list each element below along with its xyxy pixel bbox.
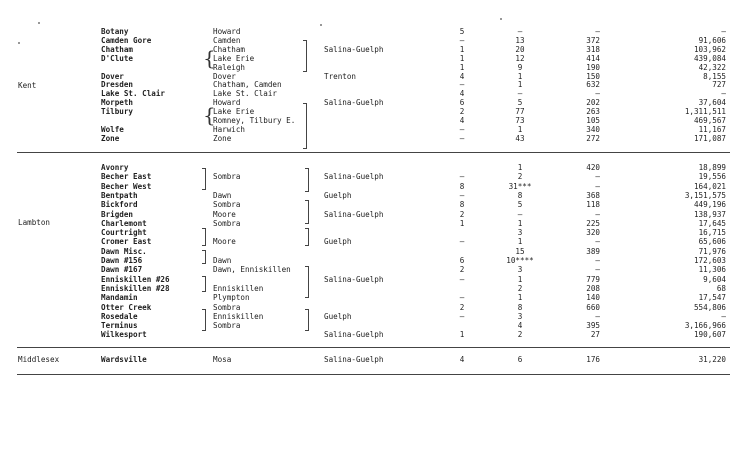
field-name: Cromer East: [101, 237, 152, 247]
value-b: 2: [517, 283, 523, 293]
field-name: Becher West: [101, 181, 152, 191]
value-a: –: [459, 35, 465, 45]
section-divider: [17, 374, 730, 375]
value-b: 3: [517, 265, 523, 275]
value-d: 9,604: [703, 274, 726, 284]
table-row: [0, 211, 753, 219]
table-row: [0, 356, 753, 364]
value-a: –: [459, 190, 465, 200]
value-c: 420: [586, 163, 600, 172]
township-name: Lake Erie: [213, 53, 255, 63]
value-c: –: [595, 265, 600, 275]
formation-name: Salina-Guelph: [324, 98, 384, 108]
field-name: Bentpath: [101, 190, 138, 200]
value-c: 632: [586, 80, 600, 90]
value-b: 1: [517, 237, 523, 247]
value-a: –: [459, 274, 465, 284]
county-label-middlesex: Middlesex: [18, 355, 60, 364]
field-name: Lake St. Clair: [101, 89, 166, 99]
value-a: –: [459, 293, 465, 303]
value-c: 368: [586, 190, 600, 200]
township-name: Lake Erie: [213, 107, 255, 117]
scan-speck: [18, 42, 20, 44]
township-name: Dawn, Enniskillen: [213, 265, 291, 275]
table-row: [0, 55, 753, 63]
county-label-lambton: Lambton: [18, 218, 51, 227]
value-b: 1: [517, 163, 523, 172]
table-row: [0, 117, 753, 125]
value-a: –: [459, 311, 465, 321]
value-c: 150: [586, 71, 600, 81]
value-a: –: [459, 80, 465, 90]
value-a: 6: [459, 256, 465, 265]
value-c: 389: [586, 246, 600, 256]
township-name: Chatham, Camden: [213, 80, 282, 90]
value-d: 18,899: [698, 163, 726, 172]
value-a: 1: [459, 53, 465, 63]
value-a: 4: [459, 116, 465, 125]
field-name: Bickford: [101, 200, 138, 210]
value-d: 65,606: [698, 237, 726, 247]
value-a: 5: [459, 27, 465, 36]
value-a: –: [459, 172, 465, 182]
field-name: Chatham: [101, 44, 134, 54]
bracket-mark: [305, 200, 309, 224]
field-name: Dawn Misc.: [101, 246, 147, 256]
township-name: Zone: [213, 133, 232, 143]
table-row: [0, 322, 753, 330]
value-c: 118: [586, 200, 600, 210]
field-name: Camden Gore: [101, 35, 152, 45]
table-row: [0, 73, 753, 81]
field-name: Wolfe: [101, 124, 124, 134]
value-c: 779: [586, 274, 600, 284]
table-row: [0, 294, 753, 302]
value-d: 16,715: [698, 228, 726, 238]
bracket-mark: [202, 228, 206, 246]
value-a: 1: [459, 218, 465, 228]
value-b: 31***: [508, 181, 532, 191]
value-a: 2: [459, 302, 465, 312]
field-name: Charlemont: [101, 218, 147, 228]
township-name: Sombra: [213, 321, 241, 331]
bracket-mark: [305, 168, 309, 192]
value-c: 225: [586, 218, 600, 228]
formation-name: Guelph: [324, 190, 352, 200]
value-b: 1: [517, 80, 523, 90]
township-name: Moore: [213, 209, 236, 219]
value-c: 140: [586, 293, 600, 303]
value-a: 8: [459, 181, 465, 191]
township-name: Lake St. Clair: [213, 89, 278, 99]
value-a: 1: [459, 330, 465, 340]
value-b: 20: [515, 44, 525, 54]
table-row: [0, 64, 753, 72]
field-name: Tilbury: [101, 107, 134, 117]
value-b: 5: [517, 98, 523, 108]
formation-name: Salina-Guelph: [324, 44, 384, 54]
value-c: 176: [586, 355, 600, 364]
table-row: [0, 126, 753, 134]
formation-name: Salina-Guelph: [324, 209, 384, 219]
township-name: Sombra: [213, 172, 241, 182]
value-d: 68: [716, 283, 726, 293]
value-c: 318: [586, 44, 600, 54]
value-c: –: [595, 237, 600, 247]
table-row: [0, 173, 753, 181]
field-name: Dawn #167: [101, 265, 143, 275]
value-d: 37,604: [698, 98, 726, 108]
field-name: Botany: [101, 27, 129, 36]
field-name: Avonry: [101, 163, 129, 172]
value-c: 27: [590, 330, 600, 340]
table-row: [0, 108, 753, 116]
value-b: 6: [517, 355, 523, 364]
township-name: Dawn: [213, 256, 232, 265]
table-row: [0, 81, 753, 89]
table-row: [0, 331, 753, 339]
field-name: Dresden: [101, 80, 134, 90]
bracket-mark: [202, 276, 206, 292]
field-name: Rosedale: [101, 311, 138, 321]
field-name: Mandamin: [101, 293, 138, 303]
value-d: 449,196: [693, 200, 726, 210]
value-d: 138,937: [693, 209, 726, 219]
value-b: 1: [517, 71, 523, 81]
value-b: 10****: [506, 256, 534, 265]
field-name: Enniskillen #26: [101, 274, 170, 284]
value-c: –: [595, 27, 600, 36]
value-c: 340: [586, 124, 600, 134]
scan-speck: [320, 24, 322, 26]
value-a: –: [459, 237, 465, 247]
value-d: 164,021: [693, 181, 726, 191]
value-d: 11,306: [698, 265, 726, 275]
township-name: Plympton: [213, 293, 250, 303]
value-b: 5: [517, 200, 523, 210]
bracket-mark: [305, 228, 309, 246]
value-d: 17,645: [698, 218, 726, 228]
table-row: [0, 201, 753, 209]
table-row: [0, 238, 753, 246]
value-c: 660: [586, 302, 600, 312]
formation-name: Salina-Guelph: [324, 330, 384, 340]
value-b: 43: [515, 133, 525, 143]
value-a: –: [459, 124, 465, 134]
value-d: 91,606: [698, 35, 726, 45]
value-c: 105: [586, 116, 600, 125]
value-c: –: [595, 311, 600, 321]
township-name: Dawn: [213, 190, 232, 200]
value-d: 19,556: [698, 172, 726, 182]
formation-name: Salina-Guelph: [324, 355, 384, 364]
value-b: 77: [515, 107, 525, 117]
value-d: 1,311,511: [684, 107, 726, 117]
value-d: 3,151,575: [684, 190, 726, 200]
field-name: Terminus: [101, 321, 138, 331]
value-c: 372: [586, 35, 600, 45]
field-name: Becher East: [101, 172, 152, 182]
value-d: 8,155: [703, 71, 726, 81]
field-name: Brigden: [101, 209, 134, 219]
value-a: 8: [459, 200, 465, 210]
value-b: –: [517, 89, 523, 99]
value-a: 4: [459, 89, 465, 99]
value-c: 190: [586, 62, 600, 72]
table-row: [0, 192, 753, 200]
value-b: 1: [517, 274, 523, 284]
scan-speck: [500, 18, 502, 20]
township-name: Howard: [213, 27, 241, 36]
table-row: [0, 257, 753, 265]
table-row: [0, 248, 753, 256]
value-a: 2: [459, 107, 465, 117]
value-d: –: [721, 27, 726, 36]
value-d: 103,962: [693, 44, 726, 54]
value-d: 11,167: [698, 124, 726, 134]
value-b: –: [517, 209, 523, 219]
bracket-mark: [303, 103, 307, 149]
township-name: Romney, Tilbury E.: [213, 116, 296, 125]
value-b: 15: [515, 246, 525, 256]
table-row: [0, 135, 753, 143]
value-b: 8: [517, 302, 523, 312]
value-a: 6: [459, 98, 465, 108]
value-d: –: [721, 89, 726, 99]
value-a: 2: [459, 209, 465, 219]
value-d: 469,567: [693, 116, 726, 125]
bracket-mark: [202, 250, 206, 264]
township-name: Sombra: [213, 302, 241, 312]
value-c: 395: [586, 321, 600, 331]
field-name: D'Clute: [101, 53, 134, 63]
value-a: –: [459, 133, 465, 143]
formation-name: Salina-Guelph: [324, 274, 384, 284]
bracket-mark: [305, 266, 309, 298]
section-divider: [17, 347, 730, 348]
value-c: 208: [586, 283, 600, 293]
brace-mark: {: [203, 46, 216, 70]
township-name: Moore: [213, 237, 236, 247]
section-divider: [17, 152, 730, 153]
county-label-kent: Kent: [18, 81, 37, 90]
field-name: Otter Creek: [101, 302, 152, 312]
table-row: [0, 46, 753, 54]
value-d: 17,547: [698, 293, 726, 303]
value-d: 31,220: [698, 355, 726, 364]
value-c: –: [595, 172, 600, 182]
value-b: 1: [517, 218, 523, 228]
bracket-mark: [305, 309, 309, 331]
value-c: –: [595, 181, 600, 191]
table-row: [0, 313, 753, 321]
table-row: [0, 304, 753, 312]
bracket-mark: [202, 168, 206, 190]
value-c: 320: [586, 228, 600, 238]
value-b: –: [517, 27, 523, 36]
value-b: 3: [517, 311, 523, 321]
table-row: [0, 220, 753, 228]
value-b: 3: [517, 228, 523, 238]
township-name: Camden: [213, 35, 241, 45]
field-name: Dover: [101, 71, 124, 81]
value-b: 9: [517, 62, 523, 72]
value-d: 190,607: [693, 330, 726, 340]
township-name: Howard: [213, 98, 241, 108]
scan-speck: [38, 22, 40, 24]
value-c: –: [595, 209, 600, 219]
value-b: 1: [517, 124, 523, 134]
value-d: –: [721, 311, 726, 321]
value-d: 554,806: [693, 302, 726, 312]
formation-name: Guelph: [324, 237, 352, 247]
township-name: Dover: [213, 71, 236, 81]
value-d: 439,084: [693, 53, 726, 63]
table-row: [0, 164, 753, 172]
table-row: [0, 37, 753, 45]
value-c: 263: [586, 107, 600, 117]
field-name: Zone: [101, 133, 120, 143]
value-b: 12: [515, 53, 525, 63]
value-d: 42,322: [698, 62, 726, 72]
value-a: 2: [459, 265, 465, 275]
value-a: 1: [459, 62, 465, 72]
value-a: 4: [459, 355, 465, 364]
value-d: 71,976: [698, 246, 726, 256]
value-c: –: [595, 256, 600, 265]
value-b: 2: [517, 330, 523, 340]
formation-name: Trenton: [324, 71, 357, 81]
value-b: 1: [517, 293, 523, 303]
table-row: [0, 183, 753, 191]
value-d: 3,166,966: [684, 321, 726, 331]
table-row: [0, 229, 753, 237]
township-name: Sombra: [213, 200, 241, 210]
value-b: 8: [517, 190, 523, 200]
value-b: 4: [517, 321, 523, 331]
field-name: Courtright: [101, 228, 147, 238]
brace-mark: {: [203, 103, 216, 127]
value-b: 13: [515, 35, 525, 45]
value-c: 414: [586, 53, 600, 63]
field-name: Dawn #156: [101, 256, 143, 265]
field-name: Enniskillen #28: [101, 283, 170, 293]
table-row: [0, 99, 753, 107]
formation-name: Guelph: [324, 311, 352, 321]
value-d: 727: [712, 80, 726, 90]
table-row: [0, 276, 753, 284]
township-name: Raleigh: [213, 62, 246, 72]
field-name: Morpeth: [101, 98, 134, 108]
value-d: 171,087: [693, 133, 726, 143]
field-name: Wardsville: [101, 355, 147, 364]
formation-name: Salina-Guelph: [324, 172, 384, 182]
table-row: [0, 28, 753, 36]
field-name: Wilkesport: [101, 330, 147, 340]
table-row: [0, 90, 753, 98]
value-b: 2: [517, 172, 523, 182]
township-name: Harwich: [213, 124, 246, 134]
bracket-mark: [303, 40, 307, 72]
bracket-mark: [202, 309, 206, 331]
township-name: Enniskillen: [213, 311, 264, 321]
township-name: Mosa: [213, 355, 232, 364]
table-row: [0, 266, 753, 274]
table-row: [0, 285, 753, 293]
value-a: 4: [459, 71, 465, 81]
value-d: 172,603: [693, 256, 726, 265]
value-c: 202: [586, 98, 600, 108]
value-b: 73: [515, 116, 525, 125]
township-name: Chatham: [213, 44, 246, 54]
township-name: Enniskillen: [213, 283, 264, 293]
value-c: 272: [586, 133, 600, 143]
township-name: Sombra: [213, 218, 241, 228]
value-c: –: [595, 89, 600, 99]
value-a: 1: [459, 44, 465, 54]
